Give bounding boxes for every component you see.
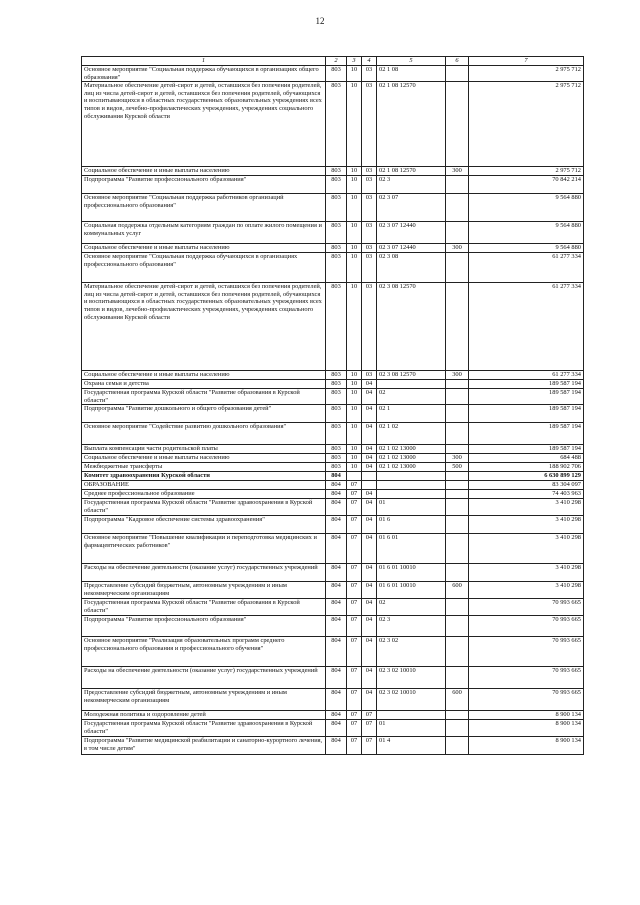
table-row <box>82 222 584 244</box>
ministry-code: 803 <box>326 423 347 445</box>
target-article-code: 02 1 08 12570 <box>377 167 446 176</box>
ministry-code: 804 <box>326 720 347 737</box>
subsection-code: 04 <box>362 599 377 616</box>
target-article-code: 02 1 02 13000 <box>377 454 446 463</box>
target-article-code: 01 6 01 10010 <box>377 564 446 582</box>
subsection-code: 04 <box>362 463 377 472</box>
amount: 2 975 712 <box>469 167 584 176</box>
target-article-code: 01 6 01 10010 <box>377 582 446 599</box>
table-row <box>82 82 584 167</box>
expense-type-code <box>446 481 469 490</box>
amount: 189 587 194 <box>469 405 584 423</box>
subsection-code: 03 <box>362 167 377 176</box>
ministry-code: 804 <box>326 637 347 667</box>
amount: 3 410 298 <box>469 516 584 534</box>
table-row <box>82 616 584 637</box>
ministry-code: 804 <box>326 711 347 720</box>
amount: 70 993 665 <box>469 599 584 616</box>
section-code: 07 <box>347 481 362 490</box>
ministry-code: 804 <box>326 737 347 755</box>
table-row <box>82 253 584 283</box>
column-number: 4 <box>362 57 377 66</box>
amount: 9 564 880 <box>469 194 584 222</box>
expense-type-code <box>446 616 469 637</box>
row-name: Подпрограмма "Кадровое обеспечение системы здравоохранения" <box>82 516 326 534</box>
subsection-code: 03 <box>362 66 377 82</box>
target-article-code: 01 <box>377 499 446 516</box>
ministry-code: 803 <box>326 380 347 389</box>
subsection-code: 04 <box>362 499 377 516</box>
expense-type-code: 600 <box>446 582 469 599</box>
page-number: 12 <box>315 16 325 26</box>
section-code: 07 <box>347 720 362 737</box>
row-name: Основное мероприятие "Повышение квалификации и переподготовка медицинских и фармацевтических работников" <box>82 534 326 564</box>
table-row <box>82 689 584 711</box>
expense-type-code <box>446 405 469 423</box>
ministry-code: 804 <box>326 481 347 490</box>
subsection-code: 03 <box>362 82 377 167</box>
amount: 189 587 194 <box>469 389 584 405</box>
subsection-code: 07 <box>362 720 377 737</box>
expense-type-code <box>446 720 469 737</box>
ministry-code: 804 <box>326 472 347 481</box>
expense-type-code: 300 <box>446 167 469 176</box>
row-name: Социальное обеспечение и иные выплаты населению <box>82 454 326 463</box>
expense-type-code <box>446 534 469 564</box>
table-row <box>82 423 584 445</box>
target-article-code: 02 3 08 12570 <box>377 283 446 371</box>
ministry-code: 804 <box>326 689 347 711</box>
row-name: Подпрограмма "Развитие профессионального образования" <box>82 616 326 637</box>
section-code: 10 <box>347 66 362 82</box>
ministry-code: 804 <box>326 516 347 534</box>
table-row <box>82 167 584 176</box>
amount: 2 975 712 <box>469 66 584 82</box>
table-row <box>82 405 584 423</box>
section-code: 07 <box>347 667 362 689</box>
budget-table <box>81 56 584 755</box>
ministry-code: 804 <box>326 616 347 637</box>
row-name: Основное мероприятие "Содействие развитию дошкольного образования" <box>82 423 326 445</box>
amount: 8 900 134 <box>469 737 584 755</box>
section-code: 10 <box>347 454 362 463</box>
section-code: 07 <box>347 534 362 564</box>
subsection-code: 04 <box>362 516 377 534</box>
row-name: Выплата компенсации части родительской платы <box>82 445 326 454</box>
subsection-code: 03 <box>362 194 377 222</box>
target-article-code: 02 3 08 <box>377 253 446 283</box>
amount: 3 410 298 <box>469 582 584 599</box>
target-article-code: 01 6 01 <box>377 534 446 564</box>
section-code: 07 <box>347 637 362 667</box>
column-number: 7 <box>469 57 584 66</box>
table-row <box>82 283 584 371</box>
column-number: 3 <box>347 57 362 66</box>
column-number-row <box>82 57 584 66</box>
expense-type-code <box>446 599 469 616</box>
amount: 684 488 <box>469 454 584 463</box>
expense-type-code: 300 <box>446 454 469 463</box>
section-code: 07 <box>347 737 362 755</box>
ministry-code: 803 <box>326 253 347 283</box>
table-row <box>82 499 584 516</box>
row-name: Межбюджетные трансферты <box>82 463 326 472</box>
section-code: 07 <box>347 516 362 534</box>
row-name: Расходы на обеспечение деятельности (оказание услуг) государственных учреждений <box>82 667 326 689</box>
section-code: 07 <box>347 564 362 582</box>
row-name: Социальное обеспечение и иные выплаты населению <box>82 371 326 380</box>
expense-type-code <box>446 194 469 222</box>
row-name: Государственная программа Курской области "Развитие здравоохранения в Курской области" <box>82 720 326 737</box>
ministry-code: 803 <box>326 454 347 463</box>
row-name: Подпрограмма "Развитие дошкольного и общего образования детей" <box>82 405 326 423</box>
target-article-code: 02 1 02 <box>377 423 446 445</box>
amount: 3 410 298 <box>469 499 584 516</box>
expense-type-code: 500 <box>446 463 469 472</box>
row-name: Социальная поддержка отдельным категориям граждан по оплате жилого помещения и коммунальных услуг <box>82 222 326 244</box>
target-article-code: 02 <box>377 599 446 616</box>
section-code <box>347 472 362 481</box>
expense-type-code <box>446 637 469 667</box>
row-name: Основное мероприятие "Социальная поддержка работников организаций профессионального образования" <box>82 194 326 222</box>
ministry-code: 804 <box>326 599 347 616</box>
ministry-code: 804 <box>326 582 347 599</box>
row-name: Охрана семьи и детства <box>82 380 326 389</box>
target-article-code: 02 3 08 12570 <box>377 371 446 380</box>
subsection-code: 04 <box>362 380 377 389</box>
table-row <box>82 176 584 194</box>
amount: 9 564 880 <box>469 222 584 244</box>
amount: 70 993 665 <box>469 667 584 689</box>
expense-type-code <box>446 499 469 516</box>
ministry-code: 803 <box>326 82 347 167</box>
ministry-code: 803 <box>326 463 347 472</box>
amount: 188 902 706 <box>469 463 584 472</box>
target-article-code <box>377 490 446 499</box>
subsection-code: 03 <box>362 283 377 371</box>
row-name: Государственная программа Курской области "Развитие здравоохранения в Курской области" <box>82 499 326 516</box>
amount: 2 975 712 <box>469 82 584 167</box>
table-row <box>82 534 584 564</box>
target-article-code: 02 3 02 10010 <box>377 667 446 689</box>
section-code: 10 <box>347 222 362 244</box>
section-code: 07 <box>347 599 362 616</box>
amount: 189 587 194 <box>469 380 584 389</box>
section-code: 10 <box>347 82 362 167</box>
expense-type-code <box>446 472 469 481</box>
amount: 70 993 665 <box>469 689 584 711</box>
target-article-code: 02 <box>377 389 446 405</box>
target-article-code <box>377 481 446 490</box>
amount: 61 277 334 <box>469 371 584 380</box>
table-row <box>82 371 584 380</box>
section-code: 10 <box>347 176 362 194</box>
target-article-code: 02 3 07 <box>377 194 446 222</box>
target-article-code <box>377 711 446 720</box>
target-article-code <box>377 380 446 389</box>
row-name: Предоставление субсидий бюджетным, автономным учреждениям и иным некоммерческим организациям <box>82 689 326 711</box>
ministry-code: 803 <box>326 389 347 405</box>
expense-type-code <box>446 423 469 445</box>
subsection-code: 04 <box>362 445 377 454</box>
row-name: Подпрограмма "Развитие профессионального образования" <box>82 176 326 194</box>
target-article-code <box>377 472 446 481</box>
expense-type-code: 300 <box>446 244 469 253</box>
target-article-code: 02 3 <box>377 176 446 194</box>
row-name: Основное мероприятие "Социальная поддержка обучающихся в организациях общего образования" <box>82 66 326 82</box>
section-code: 07 <box>347 689 362 711</box>
table-row <box>82 720 584 737</box>
ministry-code: 803 <box>326 222 347 244</box>
column-number: 2 <box>326 57 347 66</box>
section-code: 07 <box>347 711 362 720</box>
section-code: 10 <box>347 405 362 423</box>
table-row <box>82 516 584 534</box>
column-number: 5 <box>377 57 446 66</box>
expense-type-code <box>446 82 469 167</box>
expense-type-code: 600 <box>446 689 469 711</box>
row-name: Государственная программа Курской области "Развитие образования в Курской области" <box>82 599 326 616</box>
subsection-code: 04 <box>362 667 377 689</box>
row-name: Комитет здравоохранения Курской области <box>82 472 326 481</box>
row-name: Предоставление субсидий бюджетным, автономным учреждениям и иным некоммерческим организациям <box>82 582 326 599</box>
expense-type-code: 300 <box>446 371 469 380</box>
table-row <box>82 380 584 389</box>
amount: 8 900 134 <box>469 711 584 720</box>
subsection-code: 07 <box>362 711 377 720</box>
section-code: 10 <box>347 167 362 176</box>
subsection-code: 04 <box>362 405 377 423</box>
target-article-code: 01 <box>377 720 446 737</box>
subsection-code: 03 <box>362 176 377 194</box>
section-code: 10 <box>347 423 362 445</box>
subsection-code: 04 <box>362 490 377 499</box>
target-article-code: 02 1 08 12570 <box>377 82 446 167</box>
table-row <box>82 244 584 253</box>
ministry-code: 803 <box>326 283 347 371</box>
amount: 70 993 665 <box>469 616 584 637</box>
section-code: 07 <box>347 616 362 637</box>
subsection-code: 04 <box>362 637 377 667</box>
ministry-code: 803 <box>326 66 347 82</box>
amount: 83 304 097 <box>469 481 584 490</box>
expense-type-code <box>446 66 469 82</box>
subsection-code <box>362 472 377 481</box>
target-article-code: 02 3 <box>377 616 446 637</box>
subsection-code: 04 <box>362 423 377 445</box>
ministry-code: 803 <box>326 194 347 222</box>
row-name: ОБРАЗОВАНИЕ <box>82 481 326 490</box>
target-article-code: 02 3 02 10010 <box>377 689 446 711</box>
ministry-code: 803 <box>326 405 347 423</box>
expense-type-code <box>446 516 469 534</box>
subsection-code: 04 <box>362 616 377 637</box>
table-row <box>82 194 584 222</box>
ministry-code: 803 <box>326 167 347 176</box>
subsection-code: 04 <box>362 582 377 599</box>
amount: 9 564 880 <box>469 244 584 253</box>
section-code: 07 <box>347 582 362 599</box>
expense-type-code <box>446 389 469 405</box>
expense-type-code <box>446 380 469 389</box>
row-name: Подпрограмма "Развитие медицинской реабилитации и санаторно-курортного лечения, в том числе детям" <box>82 737 326 755</box>
target-article-code: 02 1 08 <box>377 66 446 82</box>
table-row <box>82 490 584 499</box>
expense-type-code <box>446 490 469 499</box>
column-number: 1 <box>82 57 326 66</box>
target-article-code: 01 4 <box>377 737 446 755</box>
table-row <box>82 454 584 463</box>
section-code: 10 <box>347 244 362 253</box>
target-article-code: 02 3 07 12440 <box>377 244 446 253</box>
section-code: 07 <box>347 490 362 499</box>
subsection-code: 03 <box>362 253 377 283</box>
section-code: 10 <box>347 380 362 389</box>
subsection-code: 03 <box>362 371 377 380</box>
table-row <box>82 463 584 472</box>
section-code: 10 <box>347 283 362 371</box>
amount: 189 587 194 <box>469 423 584 445</box>
table-row <box>82 445 584 454</box>
amount: 6 630 899 129 <box>469 472 584 481</box>
ministry-code: 803 <box>326 371 347 380</box>
row-name: Материальное обеспечение детей-сирот и детей, оставшихся без попечения родителей, лиц из числа детей-сирот и детей, оставшихся без попечения родителей, обучающихся и воспитывающихся в областных государственных образовательных учреждениях всех типов и видов, лечебно-профилактических учреждениях, учреждениях социального обслуживания Курской области <box>82 82 326 167</box>
table-row <box>82 472 584 481</box>
amount: 61 277 334 <box>469 253 584 283</box>
expense-type-code <box>446 711 469 720</box>
expense-type-code <box>446 253 469 283</box>
subsection-code: 03 <box>362 222 377 244</box>
amount: 61 277 334 <box>469 283 584 371</box>
table-row <box>82 582 584 599</box>
row-name: Социальное обеспечение и иные выплаты населению <box>82 167 326 176</box>
expense-type-code <box>446 737 469 755</box>
section-code: 10 <box>347 253 362 283</box>
target-article-code: 02 1 02 13000 <box>377 463 446 472</box>
subsection-code: 04 <box>362 534 377 564</box>
column-number: 6 <box>446 57 469 66</box>
target-article-code: 02 3 02 <box>377 637 446 667</box>
target-article-code: 02 3 07 12440 <box>377 222 446 244</box>
row-name: Основное мероприятие "Реализация образовательных программ среднего профессионального образования и профессионального обучения" <box>82 637 326 667</box>
section-code: 07 <box>347 499 362 516</box>
expense-type-code <box>446 222 469 244</box>
amount: 70 842 214 <box>469 176 584 194</box>
expense-type-code <box>446 283 469 371</box>
ministry-code: 804 <box>326 667 347 689</box>
target-article-code: 01 6 <box>377 516 446 534</box>
table-row <box>82 599 584 616</box>
table-row <box>82 737 584 755</box>
section-code: 10 <box>347 389 362 405</box>
row-name: Основное мероприятие "Социальная поддержка обучающихся в организациях профессионального образования" <box>82 253 326 283</box>
row-name: Социальное обеспечение и иные выплаты населению <box>82 244 326 253</box>
target-article-code: 02 1 <box>377 405 446 423</box>
amount: 8 900 134 <box>469 720 584 737</box>
amount: 70 993 665 <box>469 637 584 667</box>
amount: 3 410 298 <box>469 534 584 564</box>
ministry-code: 804 <box>326 564 347 582</box>
amount: 189 587 194 <box>469 445 584 454</box>
section-code: 10 <box>347 371 362 380</box>
ministry-code: 804 <box>326 490 347 499</box>
table-row <box>82 389 584 405</box>
ministry-code: 804 <box>326 499 347 516</box>
amount: 3 410 298 <box>469 564 584 582</box>
subsection-code: 04 <box>362 689 377 711</box>
row-name: Молодежная политика и оздоровление детей <box>82 711 326 720</box>
section-code: 10 <box>347 194 362 222</box>
expense-type-code <box>446 667 469 689</box>
row-name: Материальное обеспечение детей-сирот и детей, оставшихся без попечения родителей, лиц из числа детей-сирот и детей, оставшихся без попечения родителей, обучающихся и воспитывающихся в областных государственных образовательных учреждениях всех типов и видов, лечебно-профилактических учреждениях, учреждениях социального обслуживания Курской области <box>82 283 326 371</box>
table-row <box>82 66 584 82</box>
section-code: 10 <box>347 445 362 454</box>
row-name: Расходы на обеспечение деятельности (оказание услуг) государственных учреждений <box>82 564 326 582</box>
expense-type-code <box>446 176 469 194</box>
ministry-code: 804 <box>326 534 347 564</box>
table-row <box>82 637 584 667</box>
amount: 74 403 963 <box>469 490 584 499</box>
row-name: Государственная программа Курской области "Развитие образования в Курской области" <box>82 389 326 405</box>
table-row <box>82 711 584 720</box>
expense-type-code <box>446 564 469 582</box>
table-row <box>82 667 584 689</box>
subsection-code: 04 <box>362 454 377 463</box>
section-code: 10 <box>347 463 362 472</box>
subsection-code <box>362 481 377 490</box>
ministry-code: 803 <box>326 244 347 253</box>
row-name: Среднее профессиональное образование <box>82 490 326 499</box>
expense-type-code <box>446 445 469 454</box>
ministry-code: 803 <box>326 445 347 454</box>
subsection-code: 04 <box>362 389 377 405</box>
subsection-code: 07 <box>362 737 377 755</box>
subsection-code: 03 <box>362 244 377 253</box>
target-article-code: 02 1 02 13000 <box>377 445 446 454</box>
table-row <box>82 481 584 490</box>
table-row <box>82 564 584 582</box>
ministry-code: 803 <box>326 176 347 194</box>
subsection-code: 04 <box>362 564 377 582</box>
